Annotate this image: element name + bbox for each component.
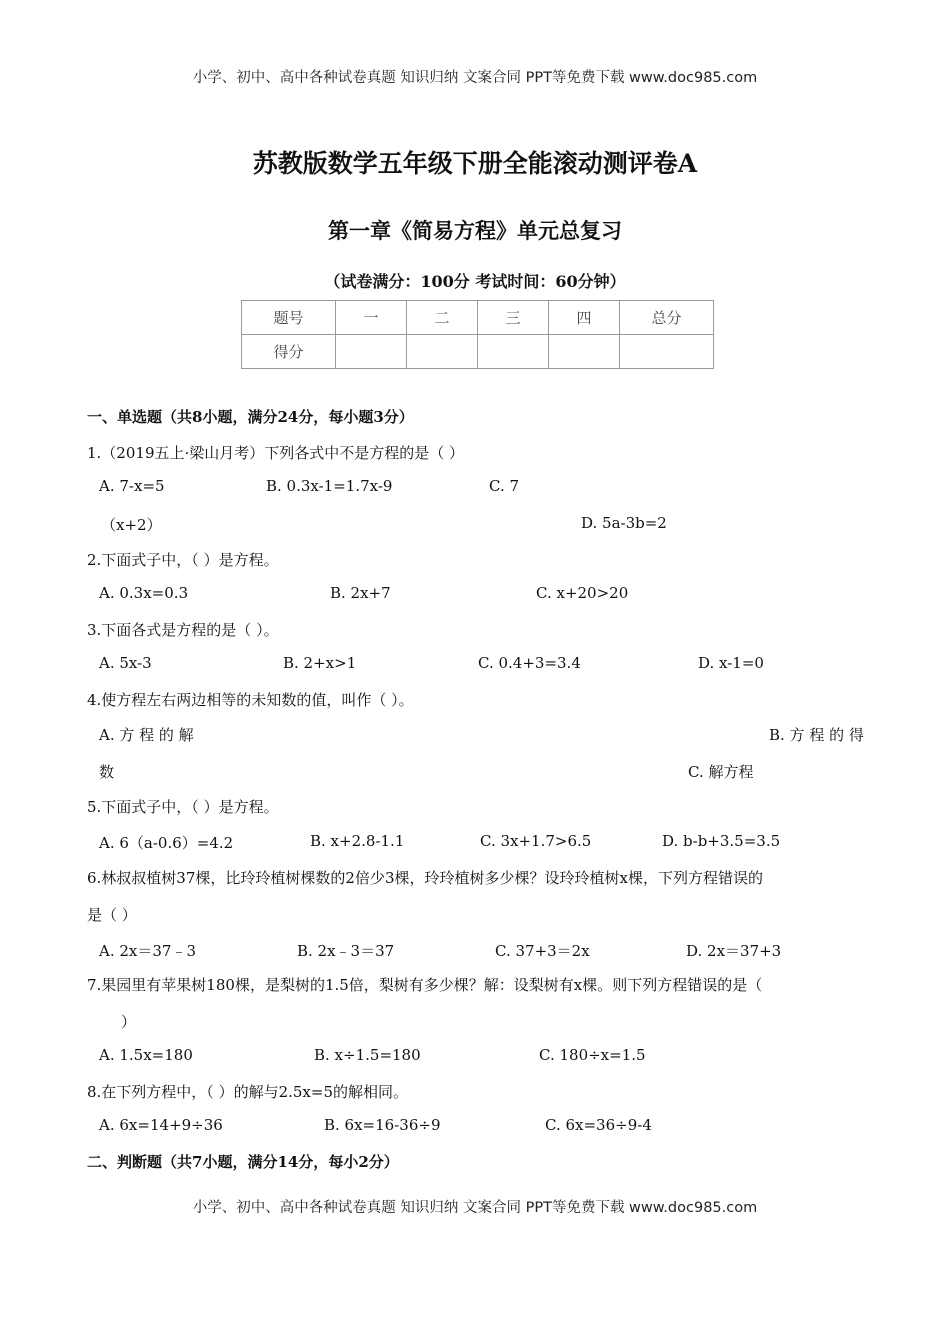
score-table-header-cell: 总分	[620, 301, 714, 335]
exam-title: 苏教版数学五年级下册全能滚动测评卷A	[252, 149, 698, 178]
option: B. 方 程 的 得	[769, 726, 864, 744]
exam-subtitle: 第一章《简易方程》单元总复习	[328, 218, 622, 243]
option: C. 3x+1.7>6.5	[480, 832, 592, 850]
score-table-score-row	[242, 335, 714, 369]
score-table-header-row	[242, 301, 714, 335]
score-cell[interactable]	[620, 335, 714, 369]
option: B. 6x=16-36÷9	[324, 1116, 441, 1134]
option: C. 37+3＝2x	[495, 942, 590, 960]
option: （x+2）	[101, 516, 162, 534]
question-stem-continuation: ）	[121, 1013, 137, 1031]
option: A. 1.5x=180	[99, 1046, 193, 1064]
score-table	[241, 300, 714, 369]
score-table-header-cell: 一	[336, 301, 407, 335]
score-cell[interactable]	[549, 335, 620, 369]
question-stem: 4.使方程左右两边相等的未知数的值，叫作（ ）。	[87, 691, 414, 709]
question-stem: 7.果园里有苹果树180棵，是梨树的1.5倍，梨树有多少棵？解：设梨树有x棵。则下列方程错误的是（	[87, 976, 763, 994]
exam-info: （试卷满分：100分 考试时间：60分钟）	[324, 272, 626, 291]
option: B. 0.3x-1=1.7x-9	[266, 477, 393, 495]
score-cell[interactable]	[478, 335, 549, 369]
option: A. 0.3x=0.3	[99, 584, 189, 602]
option: A. 2x＝37﹣3	[99, 942, 197, 960]
option: A. 6（a-0.6）=4.2	[99, 834, 234, 852]
option: C. 6x=36÷9-4	[545, 1116, 652, 1134]
option: B. x÷1.5=180	[314, 1046, 421, 1064]
option: B. x+2.8-1.1	[310, 832, 405, 850]
question-stem: 2.下面式子中，（ ）是方程。	[87, 551, 279, 569]
option: B. 2x﹣3＝37	[297, 942, 395, 960]
section-heading: 一、单选题（共8小题，满分24分，每小题3分）	[87, 408, 414, 426]
score-cell[interactable]	[336, 335, 407, 369]
option: C. 0.4+3=3.4	[478, 654, 581, 672]
page-footer: 小学、初中、高中各种试卷真题 知识归纳 文案合同 PPT等免费下载 www.doc985.com	[192, 1200, 758, 1216]
score-table-header-cell: 题号	[242, 301, 336, 335]
score-cell[interactable]	[407, 335, 478, 369]
question-stem: 5.下面式子中，（ ）是方程。	[87, 798, 279, 816]
option: D. x-1=0	[698, 654, 764, 672]
question-stem: 8.在下列方程中，（ ）的解与2.5x=5的解相同。	[87, 1083, 409, 1101]
page-header: 小学、初中、高中各种试卷真题 知识归纳 文案合同 PPT等免费下载 www.doc985.com	[192, 70, 758, 86]
option: D. 2x＝37+3	[686, 942, 782, 960]
question-stem: 1.（2019五上·梁山月考）下列各式中不是方程的是（ ）	[87, 444, 465, 462]
option: D. b-b+3.5=3.5	[662, 832, 781, 850]
question-stem: 3.下面各式是方程的是（ ）。	[87, 621, 279, 639]
option: D. 5a-3b=2	[581, 514, 667, 532]
question-stem: 6.林叔叔植树37棵，比玲玲植树棵数的2倍少3棵，玲玲植树多少棵？设玲玲植树x棵，下列方程错误的	[87, 869, 763, 887]
option: C. x+20>20	[536, 584, 629, 602]
option: A. 7-x=5	[99, 477, 165, 495]
score-row-label: 得分	[242, 335, 336, 369]
score-table-header-cell: 四	[549, 301, 620, 335]
option: A. 5x-3	[99, 654, 152, 672]
score-table-header-cell: 三	[478, 301, 549, 335]
option: C. 7	[489, 477, 520, 495]
option: A. 6x=14+9÷36	[99, 1116, 223, 1134]
option: C. 解方程	[688, 763, 754, 781]
option: B. 2+x>1	[283, 654, 357, 672]
option: B. 2x+7	[330, 584, 391, 602]
section-heading: 二、判断题（共7小题，满分14分，每小2分）	[87, 1153, 399, 1171]
score-table-header-cell: 二	[407, 301, 478, 335]
option: A. 方 程 的 解	[99, 726, 194, 744]
option: C. 180÷x=1.5	[539, 1046, 646, 1064]
question-stem-continuation: 是（ ）	[87, 906, 137, 924]
option: 数	[99, 763, 115, 781]
